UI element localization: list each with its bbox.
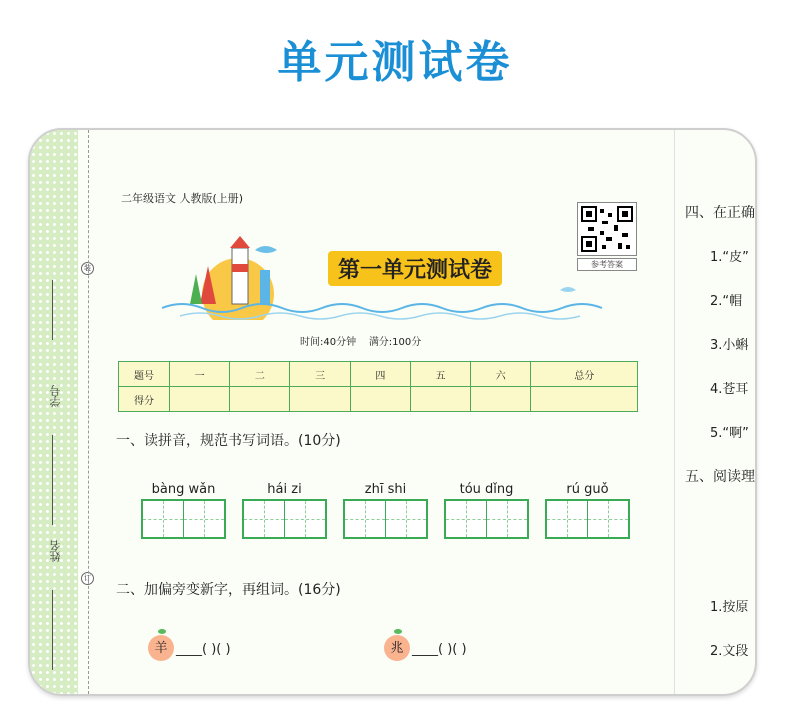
pinyin-item-2 bbox=[242, 482, 327, 539]
answer-blank-1[interactable]: ____( )( ) bbox=[176, 642, 231, 657]
writing-grid[interactable] bbox=[343, 499, 428, 539]
section-5-title: 五、阅读理 bbox=[685, 469, 755, 485]
peach-char-2: 兆 bbox=[384, 635, 410, 661]
pinyin-text: hái zi bbox=[267, 482, 302, 497]
binding-hole-top: 装 bbox=[81, 262, 94, 275]
writing-grid[interactable] bbox=[242, 499, 327, 539]
answer-blank-2[interactable]: ____( )( ) bbox=[412, 642, 467, 657]
subject-line: 二年级语文 人教版(上册) bbox=[121, 192, 244, 205]
score-table-score-row bbox=[119, 387, 638, 412]
header-label: 题号 bbox=[119, 362, 170, 387]
score-cell[interactable] bbox=[471, 387, 531, 412]
score-cell[interactable] bbox=[170, 387, 230, 412]
score-cell-total[interactable] bbox=[531, 387, 638, 412]
pinyin-text: zhī shi bbox=[364, 482, 407, 497]
section-4-item-4: 4.苍耳 bbox=[710, 382, 749, 397]
section-5-item-1: 1.按原 bbox=[710, 600, 749, 615]
leaf-icon bbox=[394, 629, 402, 634]
peach-char-1: 羊 bbox=[148, 635, 174, 661]
section-4-title: 四、在正确 bbox=[685, 205, 755, 221]
writing-grid[interactable] bbox=[444, 499, 529, 539]
pinyin-text: bàng wǎn bbox=[151, 482, 216, 497]
section-4-item-2: 2.“帽 bbox=[710, 294, 743, 309]
column-1: 一 bbox=[170, 362, 230, 387]
section-4-item-5: 5.“啊” bbox=[710, 426, 749, 441]
qr-caption: 参考答案 bbox=[577, 258, 637, 271]
score-cell[interactable] bbox=[410, 387, 470, 412]
id-line-top bbox=[52, 280, 53, 340]
column-2: 二 bbox=[230, 362, 290, 387]
headline: 单元测试卷 bbox=[277, 37, 513, 88]
cut-line bbox=[88, 130, 89, 694]
pinyin-item-3 bbox=[343, 482, 428, 539]
question-2-title: 二、加偏旁变新字，再组词。(16分) bbox=[116, 582, 341, 598]
full-score: 满分:100分 bbox=[368, 337, 422, 348]
name-label: 姓名 bbox=[49, 540, 62, 562]
column-3: 三 bbox=[290, 362, 350, 387]
section-5-item-2: 2.文段 bbox=[710, 644, 749, 659]
exam-paper bbox=[28, 128, 757, 696]
exam-meta bbox=[300, 333, 421, 348]
question-1-title: 一、读拼音，规范书写词语。(10分) bbox=[116, 433, 341, 449]
score-label: 得分 bbox=[119, 387, 170, 412]
writing-grid[interactable] bbox=[545, 499, 630, 539]
section-4-item-3: 3.小蝌 bbox=[710, 338, 749, 353]
score-cell[interactable] bbox=[350, 387, 410, 412]
leaf-icon bbox=[158, 629, 166, 634]
score-cell[interactable] bbox=[290, 387, 350, 412]
name-line bbox=[52, 590, 53, 670]
pinyin-text: rú guǒ bbox=[566, 482, 609, 497]
writing-grid[interactable] bbox=[141, 499, 226, 539]
pinyin-item-1 bbox=[141, 482, 226, 539]
score-table-header-row bbox=[119, 362, 638, 387]
exam-title: 第一单元测试卷 bbox=[328, 251, 502, 286]
column-4: 四 bbox=[350, 362, 410, 387]
column-6: 六 bbox=[471, 362, 531, 387]
binding-strip bbox=[30, 130, 78, 694]
section-4-item-1: 1.“皮” bbox=[710, 250, 749, 265]
pinyin-item-4 bbox=[444, 482, 529, 539]
column-5: 五 bbox=[410, 362, 470, 387]
pinyin-item-5 bbox=[545, 482, 630, 539]
score-cell[interactable] bbox=[230, 387, 290, 412]
time-limit: 时间:40分钟 bbox=[300, 337, 357, 348]
student-id-label: 学号 bbox=[49, 385, 62, 407]
score-table bbox=[118, 361, 638, 412]
pinyin-text: tóu dǐng bbox=[459, 482, 514, 497]
page-fold bbox=[674, 130, 675, 694]
binding-hole-bottom: 订 bbox=[81, 572, 94, 585]
id-line-bottom bbox=[52, 435, 53, 525]
column-total: 总分 bbox=[531, 362, 638, 387]
